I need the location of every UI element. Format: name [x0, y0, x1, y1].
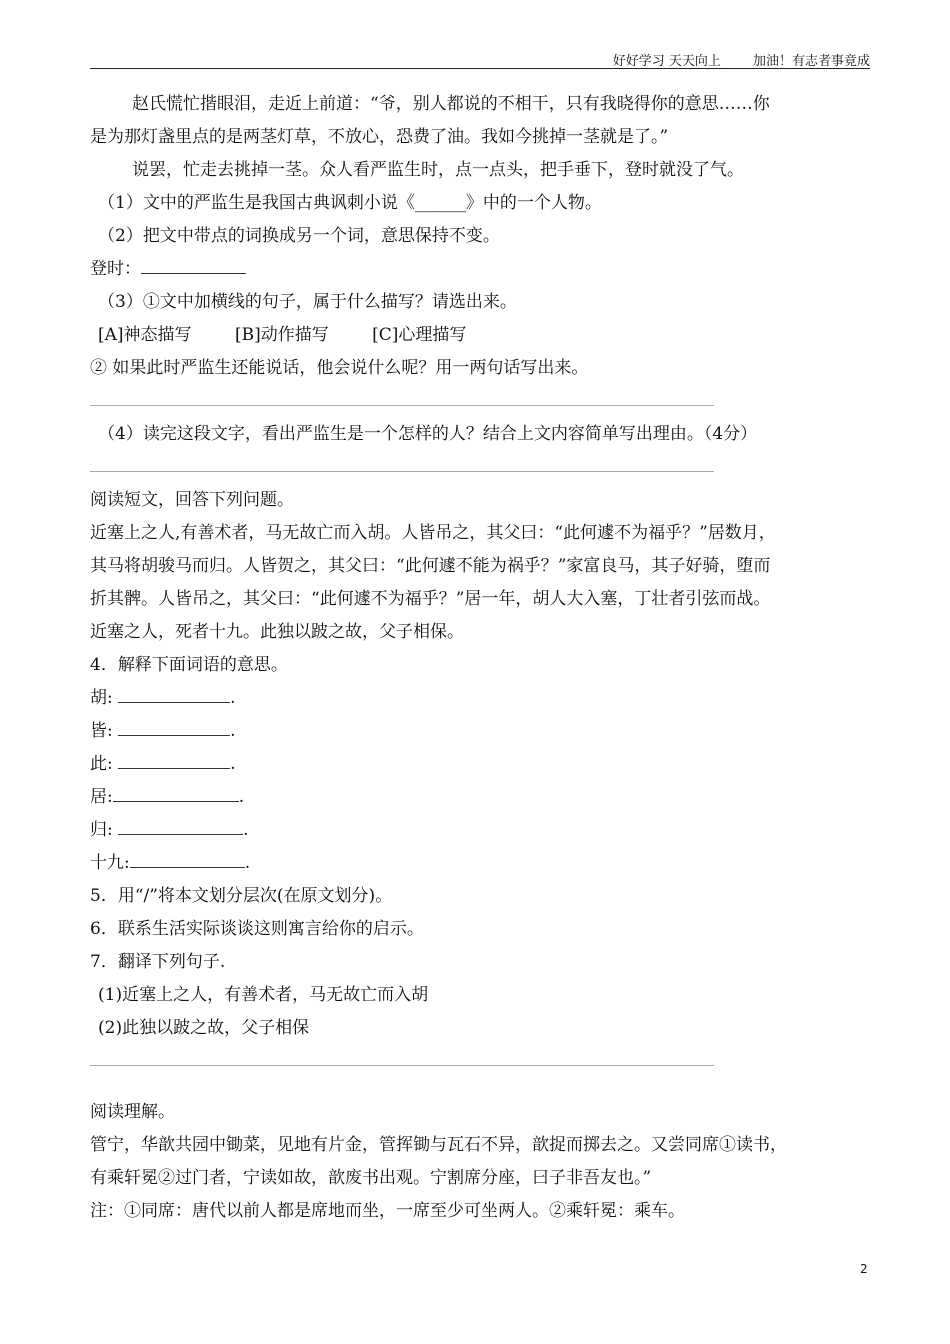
choice-b: [B]动作描写 — [234, 325, 329, 345]
answer-line[interactable] — [90, 385, 880, 418]
word-item-ci — [90, 748, 880, 781]
passage-paragraph-cont: 是为那灯盏里点的是两茎灯草，不放心，恐费了油。我如今挑掉一茎就是了。” — [90, 127, 669, 147]
word-label: 居: — [90, 787, 113, 807]
question-4: （4）读完这段文字，看出严监生是一个怎样的人？结合上文内容简单写出理由。（4分） — [98, 424, 758, 444]
answer-line[interactable] — [90, 451, 880, 484]
page-number: 2 — [860, 1262, 868, 1276]
answer-blank[interactable] — [118, 715, 230, 736]
word-item-ju — [90, 781, 880, 814]
choice-a: [A]神态描写 — [98, 325, 192, 345]
question-7-2: (2)此独以跛之故，父子相保 — [98, 1018, 310, 1038]
question-3-choices — [90, 319, 880, 352]
answer-label: 登时： — [90, 259, 141, 279]
period: . — [230, 721, 236, 741]
answer-blank[interactable] — [118, 814, 243, 835]
footnote: 注：①同席：唐代以前人都是席地而坐，一席至少可坐两人。②乘轩冕：乘车。 — [90, 1201, 685, 1221]
page-header — [90, 50, 870, 69]
passage-paragraph: 赵氏慌忙揩眼泪，走近上前道：“爷，别人都说的不相干，只有我晓得你的意思……你 — [132, 94, 770, 114]
word-label: 胡: — [90, 688, 119, 708]
word-item-shijiu — [90, 847, 880, 880]
passage-line: 折其髀。人皆吊之，其父曰：“此何遽不为福乎？”居一年，胡人大入塞，丁壮者引弦而战。 — [90, 589, 771, 609]
period: . — [230, 688, 236, 708]
question-1: （1）文中的严监生是我国古典讽刺小说《______》中的一个人物。 — [98, 193, 602, 213]
header-motto-right: 加油！有志者事竟成 — [752, 54, 870, 69]
period: . — [243, 820, 249, 840]
question-7: 7．翻译下列句子. — [90, 952, 226, 972]
answer-line[interactable] — [90, 1045, 880, 1078]
document-body — [90, 88, 880, 1228]
word-item-hu — [90, 682, 880, 715]
header-motto-left: 好好学习 天天向上 — [612, 54, 721, 69]
period: . — [238, 787, 245, 807]
answer-blank[interactable] — [118, 748, 230, 769]
word-label: 皆: — [90, 721, 119, 741]
question-4-title: 4．解释下面词语的意思。 — [90, 655, 288, 675]
word-item-gui — [90, 814, 880, 847]
question-6: 6．联系生活实际谈谈这则寓言给你的启示。 — [90, 919, 424, 939]
answer-blank[interactable] — [130, 847, 245, 868]
question-2: （2）把文中带点的词换成另一个词，意思保持不变。 — [98, 226, 500, 246]
passage-line: 其马将胡骏马而归。人皆贺之，其父曰：“此何遽不能为祸乎？”家富良马，其子好骑，堕而 — [90, 556, 771, 576]
answer-blank[interactable] — [113, 781, 239, 802]
passage-paragraph: 说罢，忙走去挑掉一茎。众人看严监生时，点一点头，把手垂下，登时就没了气。 — [132, 160, 744, 180]
question-3-2: ② 如果此时严监生还能说话，他会说什么呢？用一两句话写出来。 — [90, 358, 589, 378]
period: . — [230, 754, 236, 774]
period: . — [244, 853, 251, 873]
answer-dengshi — [90, 253, 880, 286]
section-title: 阅读短文，回答下列问题。 — [90, 490, 294, 510]
word-item-jie — [90, 715, 880, 748]
section-title: 阅读理解。 — [90, 1102, 175, 1122]
question-7-1: (1)近塞上之人，有善术者，马无故亡而入胡 — [98, 985, 429, 1005]
answer-blank[interactable] — [118, 682, 230, 703]
passage-line: 有乘轩冕②过门者，宁读如故，歆废书出观。宁割席分座，曰子非吾友也。” — [90, 1168, 652, 1188]
answer-blank[interactable] — [141, 253, 246, 274]
question-5: 5．用“/”将本文划分层次(在原文划分)。 — [90, 886, 393, 906]
passage-line: 管宁，华歆共园中锄菜，见地有片金，管挥锄与瓦石不异，歆捉而掷去之。又尝同席①读书， — [90, 1135, 787, 1155]
word-label: 此: — [90, 754, 119, 774]
word-label: 十九: — [90, 853, 130, 873]
question-3: （3）①文中加横线的句子，属于什么描写？请选出来。 — [98, 292, 517, 312]
passage-line: 近塞上之人,有善术者，马无故亡而入胡。人皆吊之，其父曰：“此何遽不为福乎？”居数月， — [90, 523, 776, 543]
choice-c: [C]心理描写 — [372, 325, 467, 345]
word-label: 归: — [90, 820, 119, 840]
passage-line: 近塞之人，死者十九。此独以跛之故，父子相保。 — [90, 622, 464, 642]
